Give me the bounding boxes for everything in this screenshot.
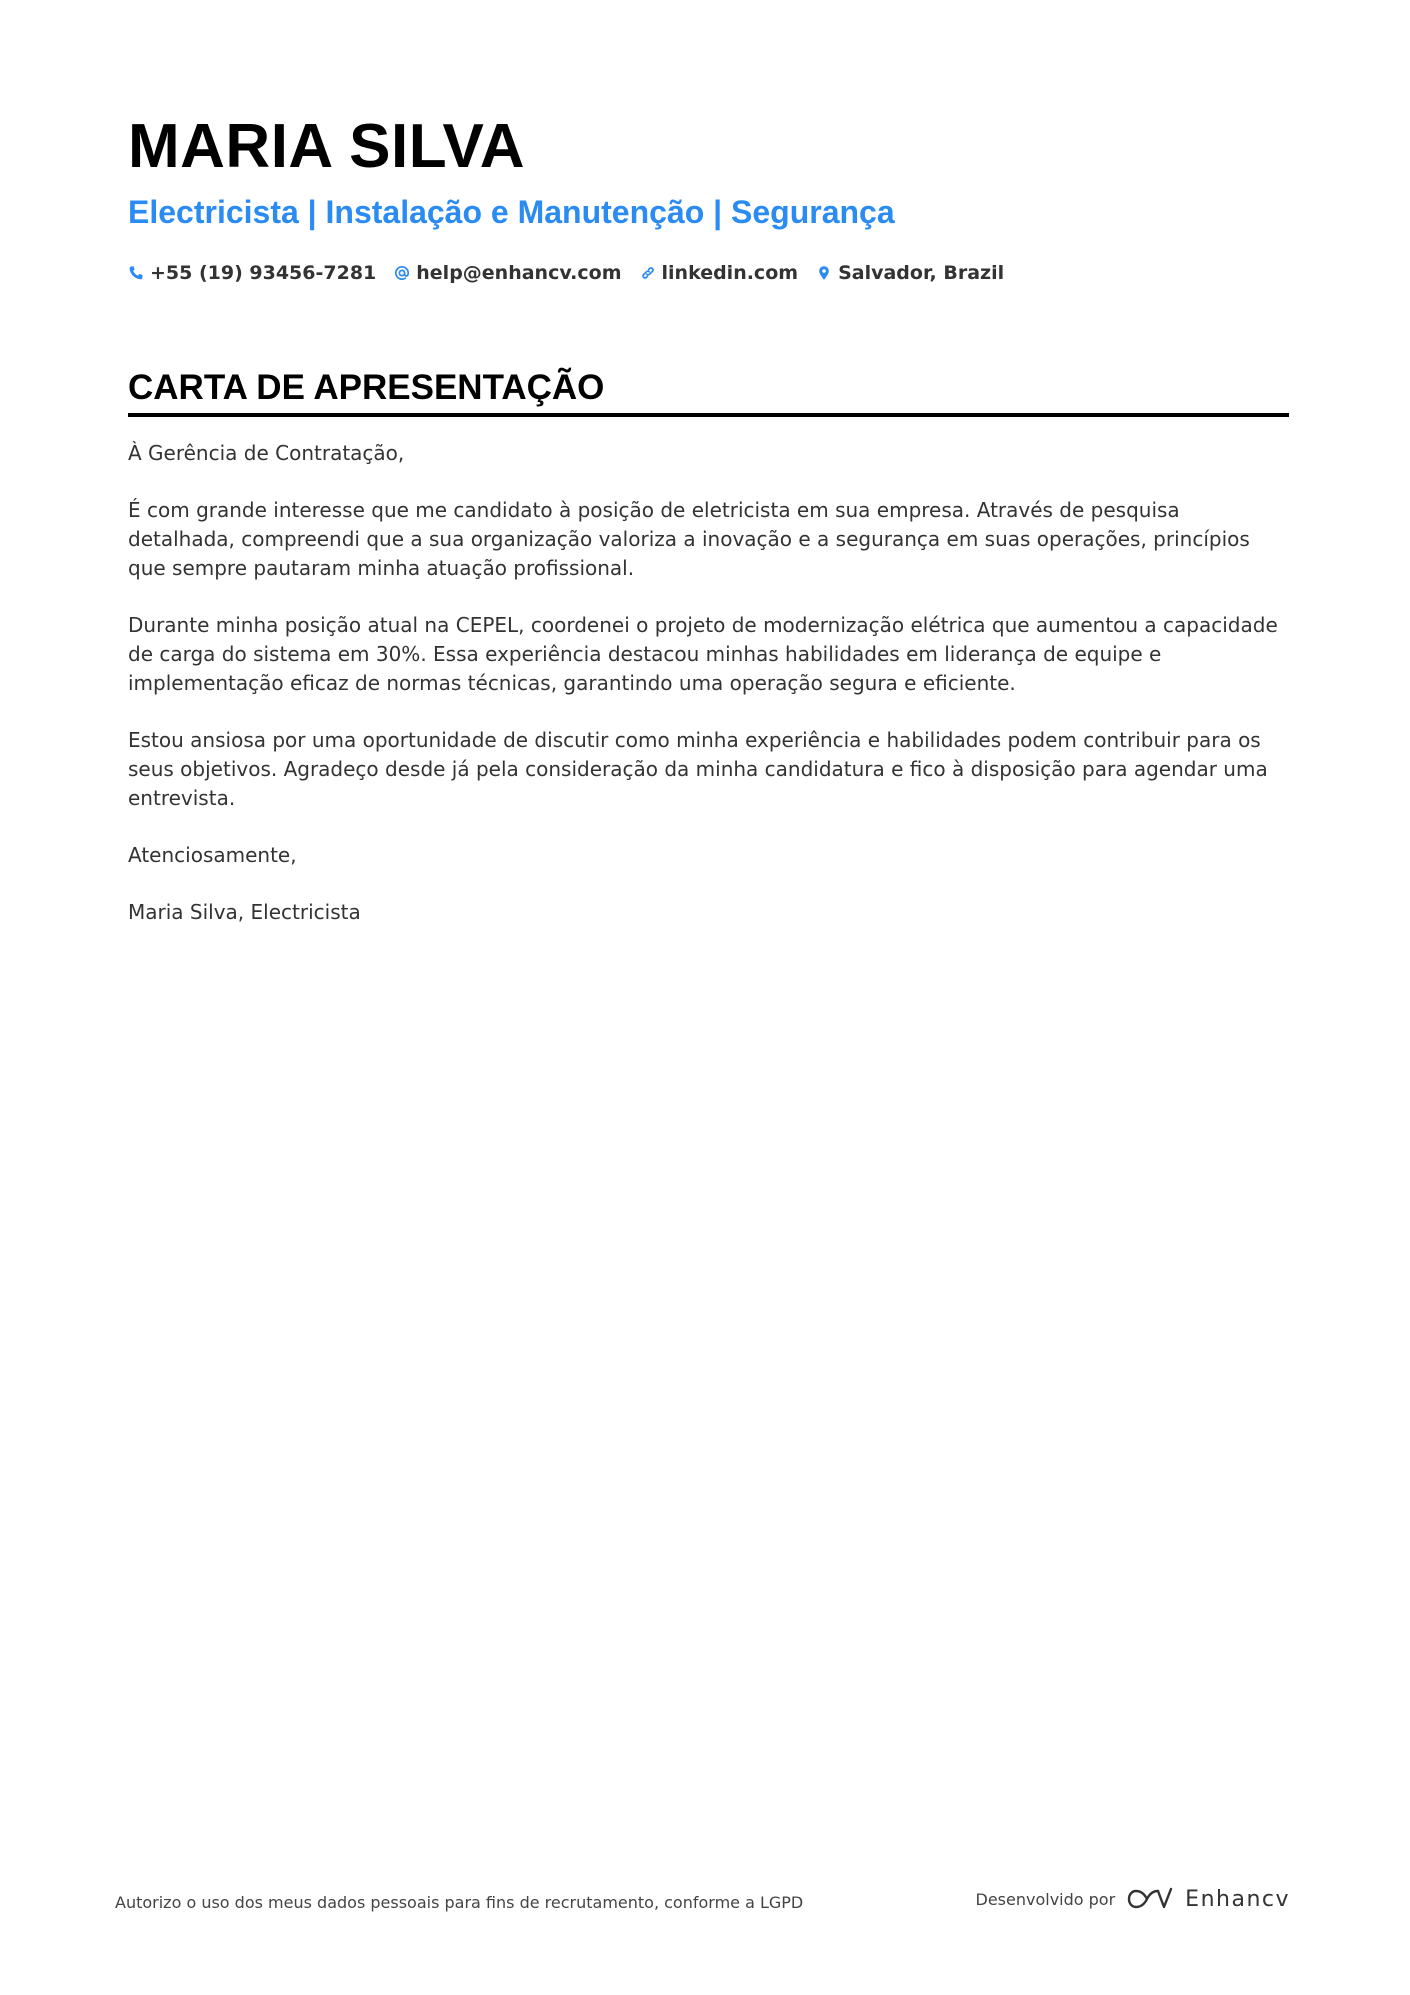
contact-email[interactable] xyxy=(394,262,621,284)
letter-paragraph: Estou ansiosa por uma oportunidade de discutir como minha experiência e habilidades podem contribuir para os seus objetivos. Agradeço desde já pela consideração da minha candidatura e fico à disposição para agendar uma entrevista. xyxy=(128,728,1268,810)
section-divider xyxy=(128,413,1289,417)
location-pin-icon xyxy=(816,265,832,281)
footer-brand[interactable] xyxy=(976,1886,1290,1912)
contact-phone-text: +55 (19) 93456-7281 xyxy=(150,262,377,284)
contact-location xyxy=(816,262,1004,284)
contact-email-text: help@enhancv.com xyxy=(416,262,622,284)
letter-body xyxy=(128,439,1289,927)
letter-closing: Atenciosamente, xyxy=(128,843,297,867)
link-icon xyxy=(640,265,656,281)
phone-icon xyxy=(128,265,144,281)
enhancv-logo-icon xyxy=(1127,1886,1173,1912)
contact-row xyxy=(128,262,1288,284)
letter-paragraph: Durante minha posição atual na CEPEL, coordenei o projeto de modernização elétrica que aumentou a capacidade de carga do sistema em 30%. Essa experiência destacou minhas habilidades em liderança de equipe e implementação eficaz de normas técnicas, garantindo uma operação segura e eficiente. xyxy=(128,613,1278,695)
powered-by-text: Desenvolvido por xyxy=(975,1889,1116,1909)
candidate-title: Electricista | Instalação e Manutenção | Segurança xyxy=(128,194,895,230)
candidate-name: MARIA SILVA xyxy=(128,112,525,181)
contact-phone[interactable] xyxy=(128,262,376,284)
contact-location-text: Salvador, Brazil xyxy=(838,262,1005,284)
section-title: CARTA DE APRESENTAÇÃO xyxy=(128,368,605,407)
letter-signature: Maria Silva, Electricista xyxy=(128,900,361,924)
at-icon xyxy=(394,265,410,281)
header xyxy=(128,110,1288,284)
cover-letter-section xyxy=(128,367,1289,955)
contact-linkedin[interactable] xyxy=(640,262,799,284)
contact-linkedin-text: linkedin.com xyxy=(661,262,799,284)
footer-consent-text: Autorizo o uso dos meus dados pessoais para fins de recrutamento, conforme a LGPD xyxy=(115,1893,804,1912)
letter-salutation: À Gerência de Contratação, xyxy=(128,441,405,465)
letter-paragraph: É com grande interesse que me candidato à posição de eletricista em sua empresa. Através de pesquisa detalhada, compreendi que a sua organização valoriza a inovação e a segurança em suas operações, princípios que sempre pautaram minha atuação profissional. xyxy=(128,498,1250,580)
brand-name: Enhancv xyxy=(1185,1886,1290,1912)
